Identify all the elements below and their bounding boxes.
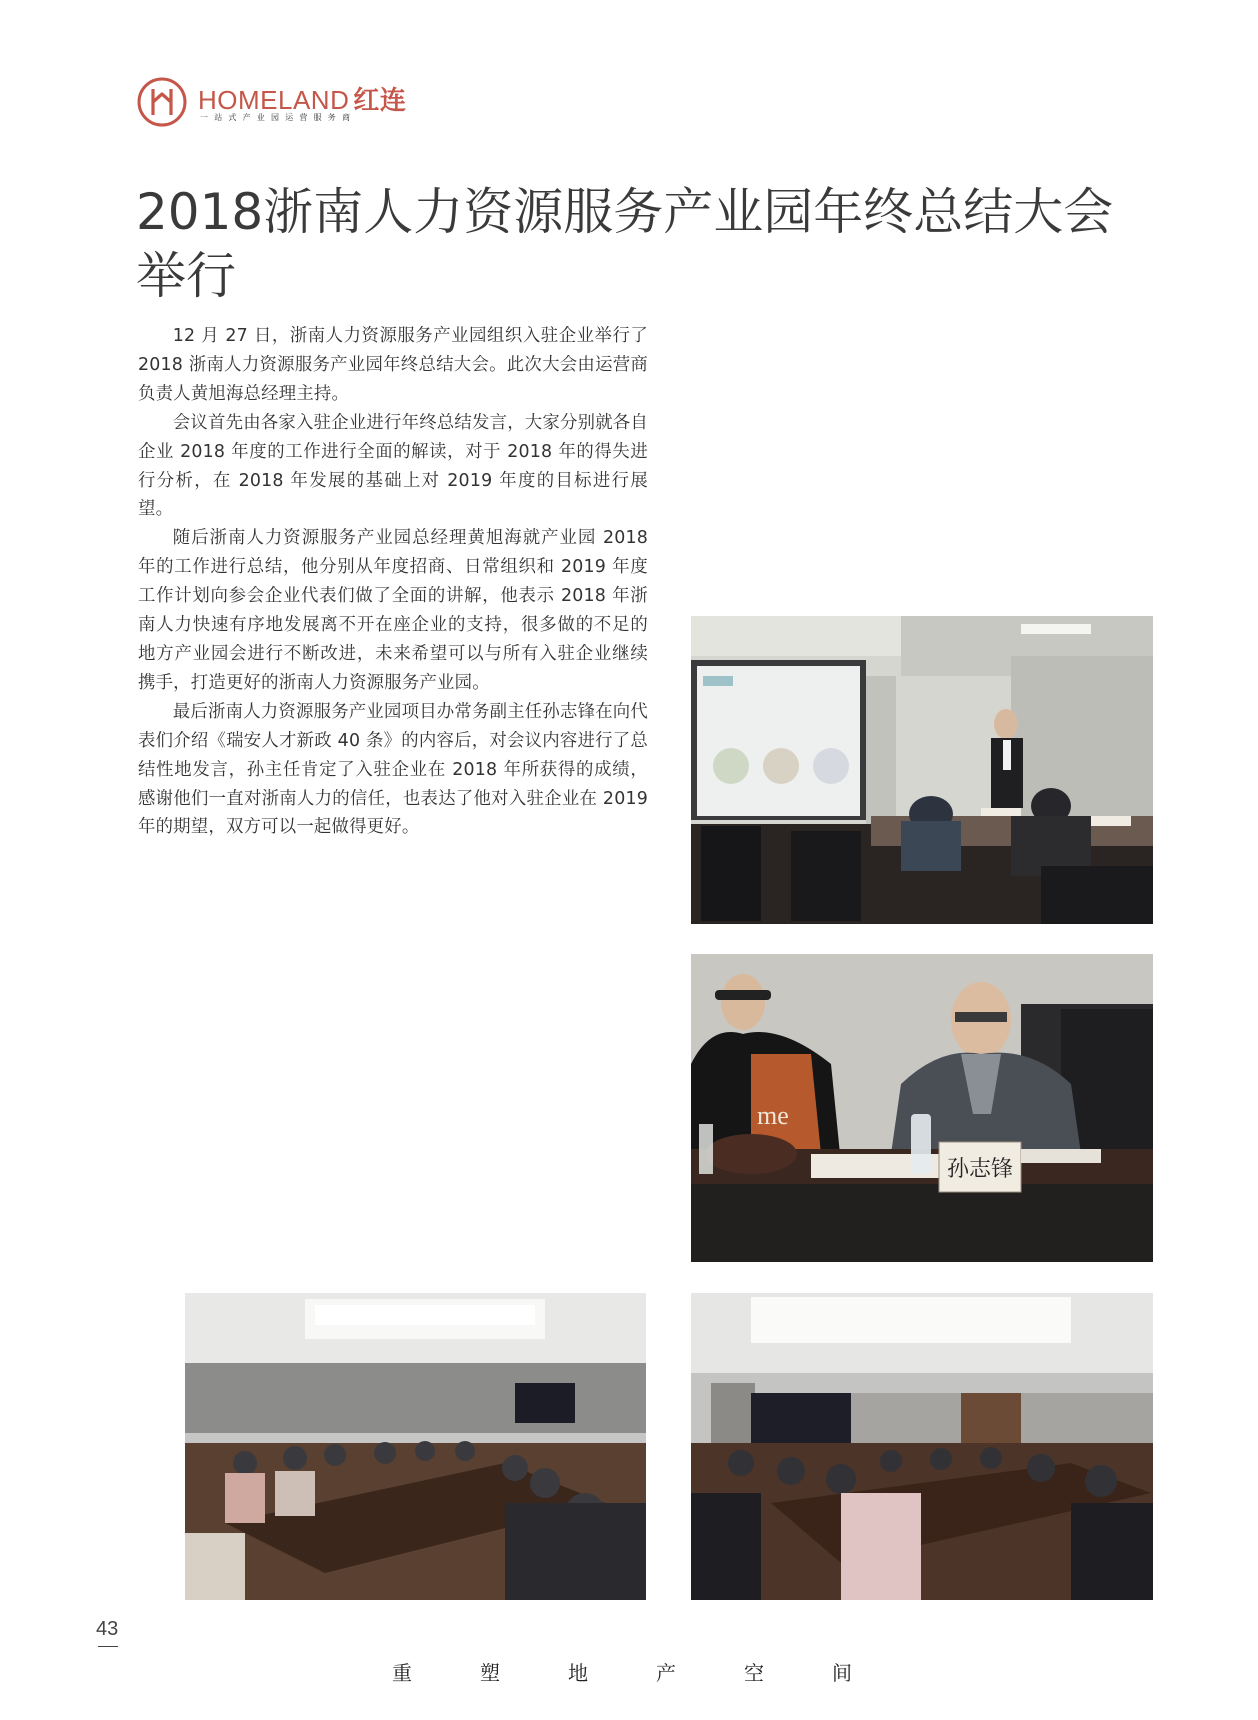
article-body xyxy=(138,322,648,842)
article-paragraph-2: 会议首先由各家入驻企业进行年终总结发言，大家分别就各自企业 2018 年度的工作进行全面的解读，对于 2018 年的得失进行分析，在 2018 年发展的基础上对 2019 年度的目标进行展望。 xyxy=(138,412,648,520)
article-paragraph-3: 随后浙南人力资源服务产业园总经理黄旭海就产业园 2018 年的工作进行总结，他分别从年度招商、日常组织和 2019 年度工作计划向参会企业代表们做了全面的讲解，他表示 2018 年浙南人力快速有序地发展离不开在座企业的支持，很多做的不足的地方产业园会进行不断改进，未来希望可以与所有入驻企业继续携手，打造更好的浙南人力资源服务产业园。 xyxy=(138,528,648,693)
brand-name-en: HOMELAND xyxy=(198,85,350,115)
photo-meeting-table-2 xyxy=(691,1293,1153,1600)
name-card-text: 孙志锋 xyxy=(946,1157,1014,1182)
article-paragraph-1: 12 月 27 日，浙南人力资源服务产业园组织入驻企业举行了 2018 浙南人力资源服务产业园年终总结大会。此次大会由运营商负责人黄旭海总经理主持。 xyxy=(138,326,648,404)
article-title: 2018浙南人力资源服务产业园年终总结大会举行 xyxy=(136,183,1114,305)
photo-speaker xyxy=(691,954,1153,1262)
svg-text:me: me xyxy=(757,1101,789,1130)
footer-slogan xyxy=(392,1657,852,1686)
article-paragraph-4: 最后浙南人力资源服务产业园项目办常务副主任孙志锋在向代表们介绍《瑞安人才新政 40 条》的内容后，对会议内容进行了总结性地发言，孙主任肯定了入驻企业在 2018 年所获得的成绩，感谢他们一直对浙南人力的信任，也表达了他对入驻企业在 2019 年的期望，双方可以一起做得更好。 xyxy=(138,701,648,838)
footer-char: 间 xyxy=(832,1661,852,1685)
brand-logo xyxy=(136,76,416,132)
homeland-logo-icon xyxy=(136,76,188,128)
footer-char: 空 xyxy=(744,1661,764,1685)
footer-char: 地 xyxy=(568,1661,588,1685)
page-number-underline xyxy=(98,1646,118,1647)
photo-presentation xyxy=(691,616,1153,924)
brand-tagline: 一站式产业园运营服务商 xyxy=(200,113,357,122)
brand-name-cn: 红连 xyxy=(353,85,407,115)
photo-meeting-table-1 xyxy=(185,1293,646,1600)
footer-char: 产 xyxy=(656,1661,676,1685)
footer-char: 重 xyxy=(392,1661,412,1685)
page-number: 43 xyxy=(96,1618,119,1640)
footer-char: 塑 xyxy=(480,1661,500,1685)
